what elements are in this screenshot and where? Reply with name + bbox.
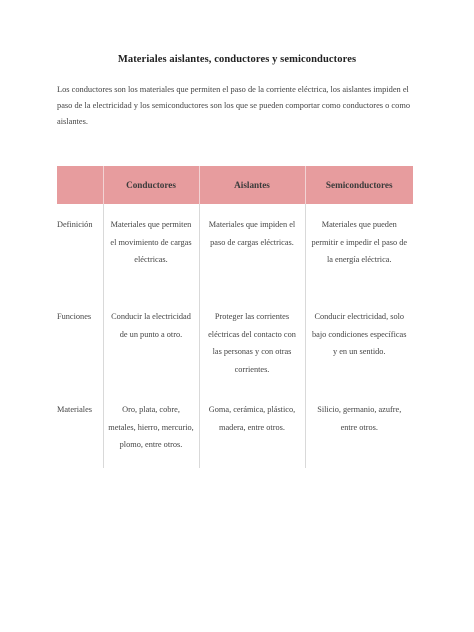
cell-definicion-conductores: Materiales que permiten el movimiento de cargas eléctricas. xyxy=(103,204,199,296)
header-semiconductores: Semiconductores xyxy=(305,166,413,204)
table-header-row xyxy=(57,166,413,204)
intro-paragraph: Los conductores son los materiales que permiten el paso de la corriente eléctrica, los aislantes impiden el paso de la electricidad y los semiconductores son los que se pueden comportar como conductores o como aislantes. xyxy=(57,85,411,127)
table-row xyxy=(57,296,413,389)
row-label-materiales: Materiales xyxy=(57,405,93,414)
table-row xyxy=(57,389,413,468)
cell-funciones-conductores: Conducir la electricidad de un punto a otro. xyxy=(103,296,199,389)
table-row xyxy=(57,204,413,296)
cell-materiales-conductores: Oro, plata, cobre, metales, hierro, mercurio, plomo, entre otros. xyxy=(103,389,199,468)
cell-materiales-semiconductores: Silicio, germanio, azufre, entre otros. xyxy=(305,389,413,468)
header-empty xyxy=(57,166,103,204)
cell-funciones-aislantes: Proteger las corrientes eléctricas del contacto con las personas y con otras corrientes. xyxy=(199,296,305,389)
cell-materiales-aislantes: Goma, cerámica, plástico, madera, entre otros. xyxy=(199,389,305,468)
cell-funciones-semiconductores: Conducir electricidad, solo bajo condiciones específicas y en un sentido. xyxy=(305,296,413,389)
document-title: Materiales aislantes, conductores y semiconductores xyxy=(117,54,357,65)
cell-definicion-semiconductores: Materiales que pueden permitir e impedir el paso de la energía eléctrica. xyxy=(305,204,413,296)
row-label-definicion: Definición xyxy=(57,220,93,229)
comparison-table xyxy=(57,166,413,468)
row-label-funciones: Funciones xyxy=(57,312,92,321)
cell-definicion-aislantes: Materiales que impiden el paso de cargas eléctricas. xyxy=(199,204,305,296)
header-conductores: Conductores xyxy=(103,166,199,204)
header-aislantes: Aislantes xyxy=(199,166,305,204)
